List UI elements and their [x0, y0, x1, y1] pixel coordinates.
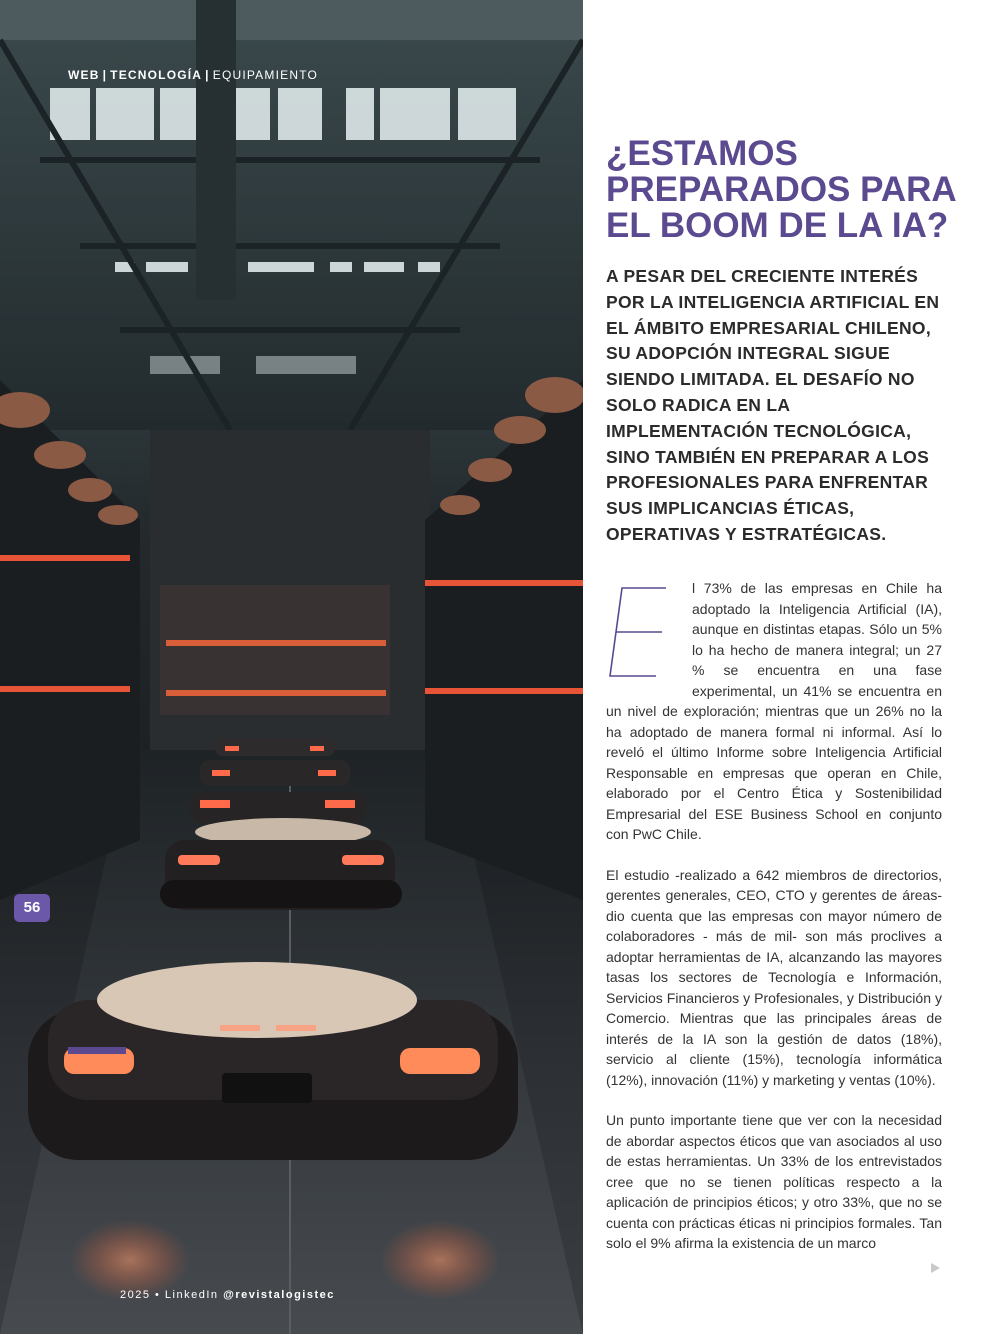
breadcrumb-separator: | — [102, 68, 108, 82]
paragraph-1-text: l 73% de las empresas en Chile ha adoptado la Inteligencia Artificial (IA), aunque en distintas etapas. Sólo un 5% lo ha hecho de manera integral; un 27 % se encuentra en una fase experimental, un 41% se encuentra en un nivel de exploración; mientras que un 26% no la ha adoptado de manera formal ni informal. Así lo reveló el último Informe sobre Inteligencia Artificial Responsable en empresas que operan en Chile, elaborado por el Centro Ética y Sostenibilidad Empresarial del ESE Business School en conjunto con PwC Chile. — [606, 580, 942, 842]
article-body — [606, 578, 942, 1274]
page-number-badge: 56 — [14, 894, 50, 922]
footer-handle[interactable]: @revistalogistec — [223, 1289, 335, 1301]
breadcrumb-equipamiento[interactable]: EQUIPAMIENTO — [212, 68, 319, 82]
breadcrumb-tecnologia[interactable]: TECNOLOGÍA — [110, 68, 203, 82]
paragraph-1 — [606, 578, 942, 845]
footer-text: 2025 • LinkedIn — [120, 1289, 219, 1301]
footer-note — [120, 1289, 335, 1301]
article-lead: A PESAR DEL CRECIENTE INTERÉS POR LA INTELIGENCIA ARTIFICIAL EN EL ÁMBITO EMPRESARIAL CHILENO, SU ADOPCIÓN INTEGRAL SIGUE SIENDO LIMITADA. EL DESAFÍO NO SOLO RADICA EN LA IMPLEMENTACIÓN TECNOLÓGICA, SINO TAMBIÉN EN PREPARAR A LOS PROFESIONALES PARA ENFRENTAR SUS IMPLICANCIAS ÉTICAS, OPERATIVAS Y ESTRATÉGICAS. — [606, 266, 940, 544]
breadcrumb-separator: | — [205, 68, 210, 82]
breadcrumb-web[interactable]: WEB — [68, 68, 100, 82]
breadcrumb — [68, 68, 318, 82]
paragraph-3: Un punto importante tiene que ver con la necesidad de abordar aspectos éticos que van asociados al uso de estas herramientas. Un 33% de los entrevistados cree que no se tienen políticas respecto a la aplicación de principios éticos; y otro 33%, que no se cuenta con prácticas éticas ni principios formales. Tan solo el 9% afirma la existencia de un marco — [606, 1112, 942, 1251]
next-page-arrow-icon[interactable] — [931, 1263, 940, 1273]
article-title: ¿ESTAMOS PREPARADOS PARA EL BOOM DE LA IA? — [606, 134, 956, 245]
paragraph-2: El estudio -realizado a 642 miembros de directorios, gerentes generales, CEO, CTO y gerentes de áreas- dio cuenta que las empresas con mayor número de colaboradores - más de mil- son más proclives a adoptar herramientas de IA, alcanzando las mayores tasas los sectores de Tecnología e Información, Servicios Financieros y Profesionales, y Distribución y Comercio. Mientras que las principales áreas de interés de la IA son la gestión de datos (18%), servicio al cliente (15%), tecnología informática (12%), innovación (11%) y marketing y ventas (10%). — [606, 866, 942, 1088]
dropcap-letter-e — [606, 582, 688, 682]
